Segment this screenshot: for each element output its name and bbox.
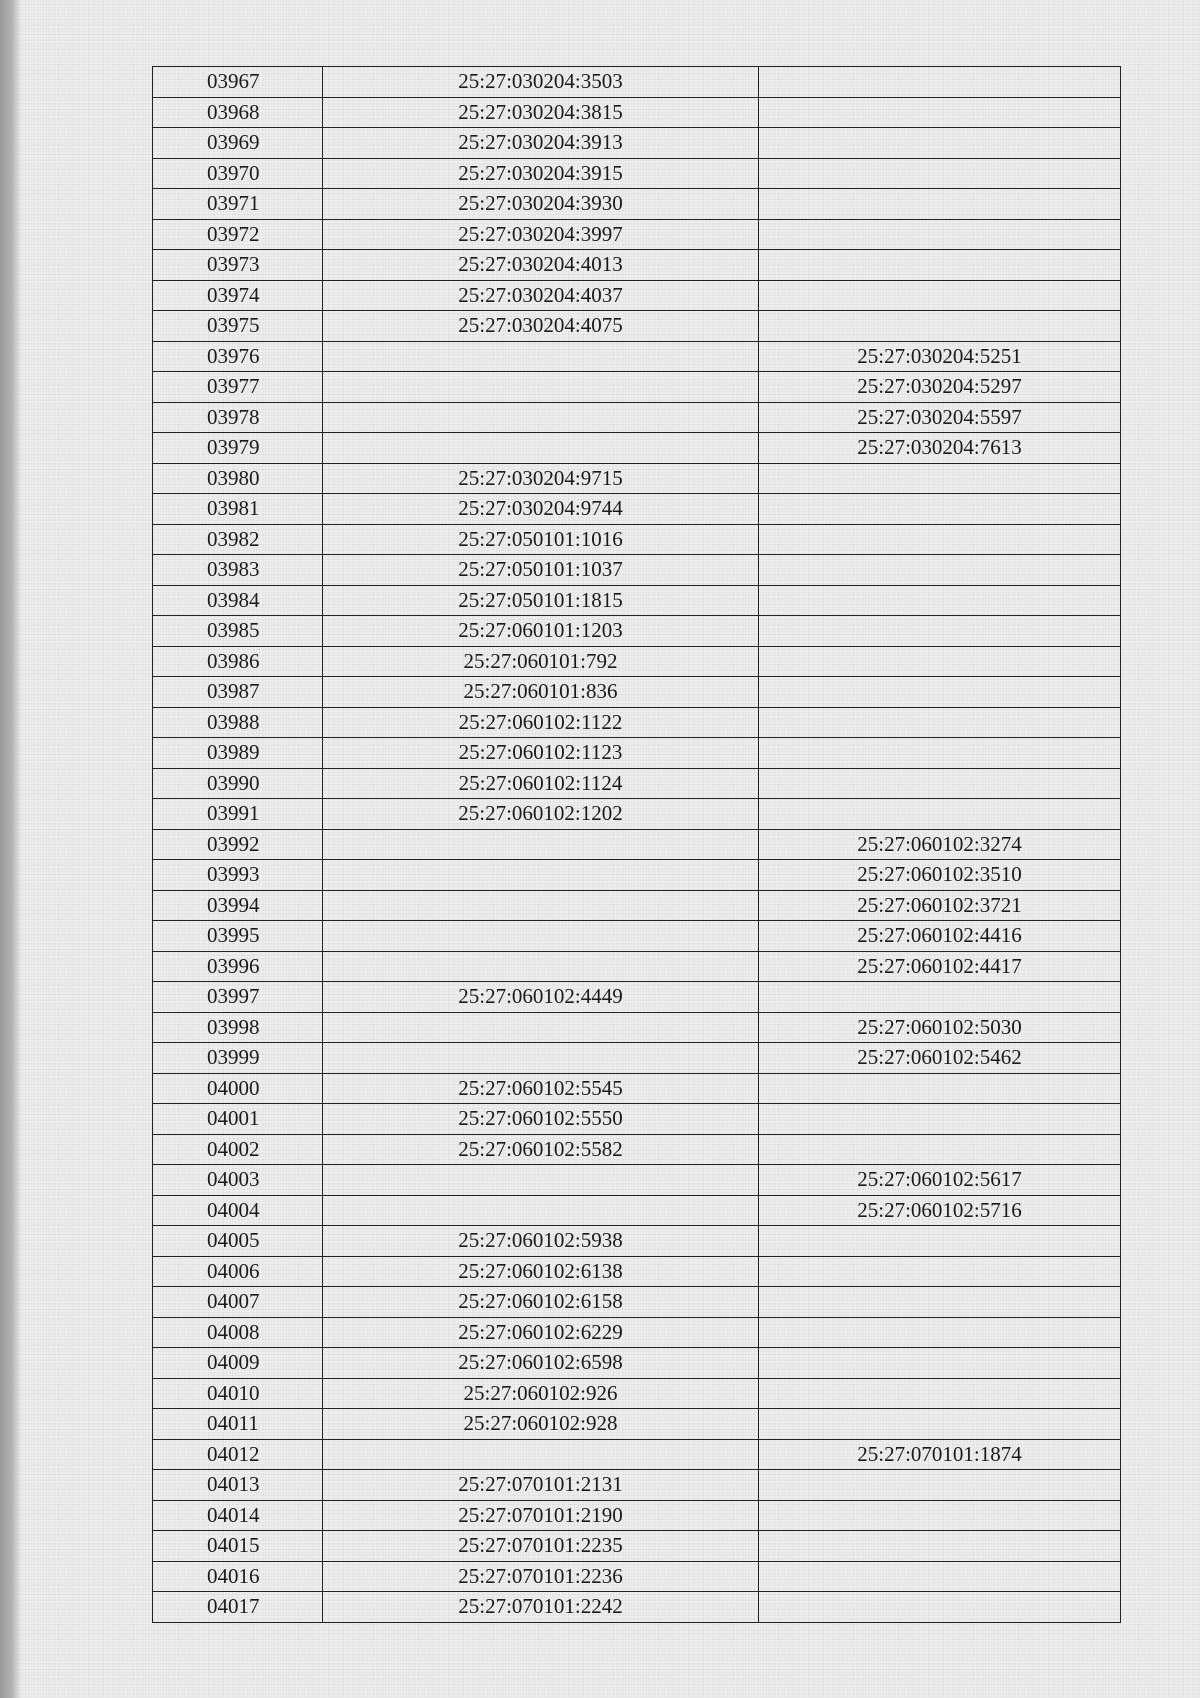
cadastral-number-cell: 25:27:060101:792 [323, 647, 759, 677]
row-number-cell: 04007 [153, 1287, 323, 1317]
cadastral-number-cell: 25:27:060102:6158 [323, 1287, 759, 1317]
table-row [153, 555, 1120, 586]
row-number-cell: 03969 [153, 128, 323, 158]
table-row [153, 708, 1120, 739]
cadastral-number-cell: 25:27:060102:5582 [323, 1135, 759, 1165]
row-number-cell: 03974 [153, 281, 323, 311]
cadastral-number-alt-cell: 25:27:060102:3274 [857, 831, 1022, 856]
row-number-cell: 03995 [153, 921, 323, 951]
row-number-cell: 03993 [153, 860, 323, 890]
table-row [153, 1074, 1120, 1105]
row-number-cell: 04017 [153, 1592, 323, 1622]
table-row [153, 1348, 1120, 1379]
cadastral-number-cell [323, 1013, 759, 1043]
row-number-cell: 03979 [153, 433, 323, 463]
table-row [153, 525, 1120, 556]
table-row [153, 1470, 1120, 1501]
row-number-cell: 03982 [153, 525, 323, 555]
table-row [153, 1501, 1120, 1532]
row-number-cell: 03989 [153, 738, 323, 768]
cadastral-number-cell: 25:27:070101:2242 [323, 1592, 759, 1622]
row-number-cell: 03968 [153, 98, 323, 128]
row-number-cell: 04006 [153, 1257, 323, 1287]
cadastral-number-cell [323, 342, 759, 372]
cadastral-number-cell: 25:27:060102:5550 [323, 1104, 759, 1134]
cadastral-number-alt-cell [759, 1531, 1120, 1561]
row-number-cell: 03984 [153, 586, 323, 616]
cadastral-number-alt-cell [759, 464, 1120, 494]
cadastral-number-alt-cell: 25:27:060102:4417 [857, 953, 1022, 978]
cadastral-number-alt-cell [759, 647, 1120, 677]
cadastral-number-alt-cell [759, 769, 1120, 799]
cadastral-number-alt-cell [759, 1226, 1120, 1256]
cadastral-number-cell: 25:27:060102:928 [323, 1409, 759, 1439]
cadastral-number-alt-cell [759, 555, 1120, 585]
table-row [153, 1165, 1120, 1196]
row-number-cell: 03992 [153, 830, 323, 860]
cadastral-number-cell [323, 433, 759, 463]
cadastral-number-alt-cell [759, 1470, 1120, 1500]
cadastral-number-table [152, 66, 1121, 1623]
cadastral-number-alt-cell [759, 250, 1120, 280]
cadastral-number-cell: 25:27:030204:3997 [323, 220, 759, 250]
cadastral-number-cell: 25:27:060102:926 [323, 1379, 759, 1409]
table-row [153, 281, 1120, 312]
cadastral-number-cell: 25:27:050101:1016 [323, 525, 759, 555]
table-row [153, 891, 1120, 922]
cadastral-number-cell: 25:27:030204:3930 [323, 189, 759, 219]
cadastral-number-alt-cell: 25:27:060102:3510 [857, 862, 1022, 886]
cadastral-number-cell: 25:27:030204:4037 [323, 281, 759, 311]
cadastral-number-alt-cell [759, 586, 1120, 616]
table-row [153, 1318, 1120, 1349]
cadastral-number-alt-cell: 25:27:060102:4416 [857, 923, 1022, 947]
row-number-cell: 04013 [153, 1470, 323, 1500]
cadastral-number-alt-cell [759, 1348, 1120, 1378]
scan-shadow-edge [0, 0, 22, 1698]
cadastral-number-cell: 25:27:060102:5545 [323, 1074, 759, 1104]
cadastral-number-cell: 25:27:060102:4449 [323, 982, 759, 1012]
row-number-cell: 03987 [153, 677, 323, 707]
cadastral-number-cell [323, 952, 759, 982]
row-number-cell: 03977 [153, 372, 323, 402]
table-row [153, 1135, 1120, 1166]
cadastral-number-cell: 25:27:060102:6138 [323, 1257, 759, 1287]
row-number-cell: 03967 [153, 67, 323, 97]
row-number-cell: 04010 [153, 1379, 323, 1409]
row-number-cell: 04009 [153, 1348, 323, 1378]
cadastral-number-alt-cell [759, 1074, 1120, 1104]
row-number-cell: 03980 [153, 464, 323, 494]
cadastral-number-alt-cell [759, 738, 1120, 768]
row-number-cell: 04016 [153, 1562, 323, 1592]
table-row [153, 1379, 1120, 1410]
cadastral-number-alt-cell [759, 1379, 1120, 1409]
cadastral-number-alt-cell [759, 1257, 1120, 1287]
row-number-cell: 03975 [153, 311, 323, 341]
cadastral-number-cell: 25:27:070101:2190 [323, 1501, 759, 1531]
cadastral-number-cell: 25:27:030204:9744 [323, 494, 759, 524]
table-row [153, 220, 1120, 251]
table-row [153, 830, 1120, 861]
table-row [153, 860, 1120, 891]
row-number-cell: 03996 [153, 952, 323, 982]
cadastral-number-cell [323, 921, 759, 951]
table-row [153, 1013, 1120, 1044]
row-number-cell: 03976 [153, 342, 323, 372]
row-number-cell: 03990 [153, 769, 323, 799]
table-row [153, 586, 1120, 617]
table-row [153, 250, 1120, 281]
table-row [153, 616, 1120, 647]
table-row [153, 403, 1120, 434]
row-number-cell: 03999 [153, 1043, 323, 1073]
cadastral-number-cell: 25:27:050101:1037 [323, 555, 759, 585]
row-number-cell: 03972 [153, 220, 323, 250]
table-row [153, 189, 1120, 220]
cadastral-number-alt-cell: 25:27:060102:5030 [857, 1014, 1022, 1039]
table-row [153, 647, 1120, 678]
cadastral-number-cell: 25:27:060102:5938 [323, 1226, 759, 1256]
table-row [153, 128, 1120, 159]
table-row [153, 799, 1120, 830]
row-number-cell: 03970 [153, 159, 323, 189]
row-number-cell: 04005 [153, 1226, 323, 1256]
cadastral-number-alt-cell [759, 128, 1120, 158]
cadastral-number-alt-cell [759, 1287, 1120, 1317]
cadastral-number-cell [323, 1165, 759, 1195]
cadastral-number-alt-cell: 25:27:060102:5462 [857, 1045, 1022, 1069]
table-row [153, 67, 1120, 98]
table-row [153, 1592, 1120, 1623]
cadastral-number-alt-cell [759, 708, 1120, 738]
table-row [153, 1440, 1120, 1471]
row-number-cell: 04011 [153, 1409, 323, 1439]
cadastral-number-cell: 25:27:060102:6229 [323, 1318, 759, 1348]
row-number-cell: 03985 [153, 616, 323, 646]
cadastral-number-cell [323, 860, 759, 890]
row-number-cell: 03971 [153, 189, 323, 219]
cadastral-number-cell: 25:27:030204:4013 [323, 250, 759, 280]
cadastral-number-alt-cell: 25:27:030204:5297 [857, 374, 1022, 398]
cadastral-number-cell [323, 1043, 759, 1073]
cadastral-number-cell [323, 891, 759, 921]
row-number-cell: 04003 [153, 1165, 323, 1195]
cadastral-number-alt-cell: 25:27:060102:3721 [857, 892, 1022, 917]
row-number-cell: 04001 [153, 1104, 323, 1134]
row-number-cell: 04002 [153, 1135, 323, 1165]
row-number-cell: 03973 [153, 250, 323, 280]
table-row [153, 952, 1120, 983]
cadastral-number-alt-cell [759, 220, 1120, 250]
cadastral-number-alt-cell [759, 1592, 1120, 1622]
cadastral-number-alt-cell [759, 159, 1120, 189]
table-row [153, 1562, 1120, 1593]
cadastral-number-cell: 25:27:070101:2236 [323, 1562, 759, 1592]
cadastral-number-cell: 25:27:030204:4075 [323, 311, 759, 341]
row-number-cell: 03997 [153, 982, 323, 1012]
table-row [153, 372, 1120, 403]
cadastral-number-cell [323, 830, 759, 860]
cadastral-number-alt-cell [759, 1318, 1120, 1348]
cadastral-number-cell: 25:27:060102:1202 [323, 799, 759, 829]
table-row [153, 1043, 1120, 1074]
table-row [153, 494, 1120, 525]
cadastral-number-cell: 25:27:030204:3503 [323, 67, 759, 97]
table-row [153, 342, 1120, 373]
row-number-cell: 04012 [153, 1440, 323, 1470]
cadastral-number-cell: 25:27:060102:1124 [323, 769, 759, 799]
cadastral-number-alt-cell [759, 189, 1120, 219]
cadastral-number-cell: 25:27:060102:1123 [323, 738, 759, 768]
row-number-cell: 03986 [153, 647, 323, 677]
cadastral-number-cell: 25:27:050101:1815 [323, 586, 759, 616]
cadastral-number-alt-cell [759, 494, 1120, 524]
cadastral-number-cell: 25:27:070101:2131 [323, 1470, 759, 1500]
cadastral-number-alt-cell: 25:27:070101:1874 [857, 1441, 1022, 1466]
cadastral-number-alt-cell [759, 525, 1120, 555]
table-row [153, 982, 1120, 1013]
cadastral-number-alt-cell: 25:27:030204:7613 [857, 435, 1022, 459]
table-row [153, 677, 1120, 708]
row-number-cell: 04014 [153, 1501, 323, 1531]
cadastral-number-alt-cell [759, 1104, 1120, 1134]
cadastral-number-cell [323, 372, 759, 402]
cadastral-number-cell [323, 403, 759, 433]
cadastral-number-cell: 25:27:060101:836 [323, 677, 759, 707]
row-number-cell: 04008 [153, 1318, 323, 1348]
cadastral-number-cell: 25:27:060101:1203 [323, 616, 759, 646]
cadastral-number-cell: 25:27:030204:3913 [323, 128, 759, 158]
cadastral-number-alt-cell [759, 1501, 1120, 1531]
cadastral-number-alt-cell [759, 799, 1120, 829]
table-row [153, 433, 1120, 464]
cadastral-number-alt-cell [759, 98, 1120, 128]
row-number-cell: 03998 [153, 1013, 323, 1043]
cadastral-number-cell: 25:27:030204:9715 [323, 464, 759, 494]
row-number-cell: 03991 [153, 799, 323, 829]
row-number-cell: 03981 [153, 494, 323, 524]
cadastral-number-alt-cell [759, 616, 1120, 646]
cadastral-number-cell: 25:27:060102:1122 [323, 708, 759, 738]
cadastral-number-cell: 25:27:030204:3915 [323, 159, 759, 189]
cadastral-number-alt-cell: 25:27:030204:5251 [857, 343, 1022, 368]
cadastral-number-alt-cell [759, 281, 1120, 311]
cadastral-number-alt-cell: 25:27:060102:5716 [857, 1197, 1022, 1222]
cadastral-number-cell [323, 1196, 759, 1226]
table-row [153, 98, 1120, 129]
table-row [153, 1196, 1120, 1227]
table-row [153, 769, 1120, 800]
table-row [153, 1226, 1120, 1257]
cadastral-number-alt-cell [759, 1409, 1120, 1439]
table-row [153, 1287, 1120, 1318]
cadastral-number-alt-cell: 25:27:060102:5617 [857, 1167, 1022, 1191]
row-number-cell: 03983 [153, 555, 323, 585]
row-number-cell: 04000 [153, 1074, 323, 1104]
cadastral-number-cell [323, 1440, 759, 1470]
table-row [153, 738, 1120, 769]
cadastral-number-cell: 25:27:060102:6598 [323, 1348, 759, 1378]
table-row [153, 921, 1120, 952]
cadastral-number-alt-cell [759, 677, 1120, 707]
row-number-cell: 03994 [153, 891, 323, 921]
cadastral-number-cell: 25:27:030204:3815 [323, 98, 759, 128]
table-row [153, 311, 1120, 342]
row-number-cell: 03988 [153, 708, 323, 738]
cadastral-number-alt-cell: 25:27:030204:5597 [857, 404, 1022, 429]
cadastral-number-alt-cell [759, 311, 1120, 341]
cadastral-number-cell: 25:27:070101:2235 [323, 1531, 759, 1561]
table-row [153, 1409, 1120, 1440]
cadastral-number-alt-cell [759, 982, 1120, 1012]
row-number-cell: 04015 [153, 1531, 323, 1561]
row-number-cell: 04004 [153, 1196, 323, 1226]
table-row [153, 159, 1120, 190]
row-number-cell: 03978 [153, 403, 323, 433]
cadastral-number-alt-cell [759, 1135, 1120, 1165]
table-row [153, 1531, 1120, 1562]
cadastral-number-alt-cell [759, 1562, 1120, 1592]
cadastral-number-alt-cell [759, 67, 1120, 97]
table-row [153, 1257, 1120, 1288]
table-row [153, 464, 1120, 495]
table-row [153, 1104, 1120, 1135]
